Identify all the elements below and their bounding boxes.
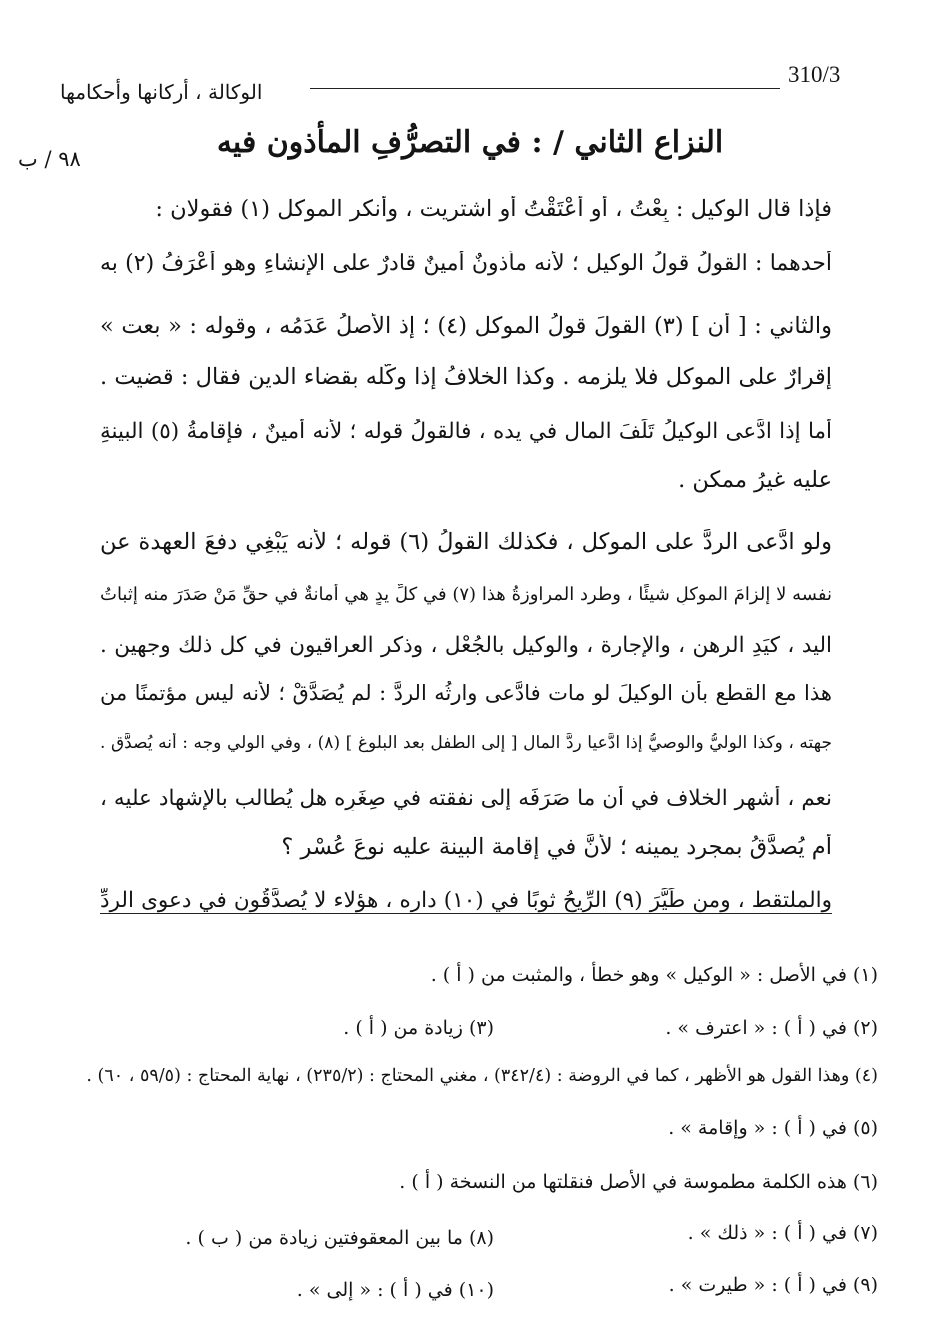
header-rule xyxy=(310,88,780,89)
body-line: فإذا قال الوكيل : بِعْتُ ، أو أعْتَقْتُ أو اشتريت ، وأنكر الموكل (١) فقولان : xyxy=(155,196,832,222)
footnote: (٢) في ( أ ) : « اعترف » . xyxy=(665,1017,878,1039)
running-header xyxy=(60,58,860,104)
body-line: إقرارٌ على الموكل فلا يلزمه . وكذا الخلافُ إذا وكَّله بقضاء الدين فقال : قضيت . xyxy=(100,364,832,390)
footnote: (١) في الأصل : « الوكيل » وهو خطأ ، والمثبت من ( أ ) . xyxy=(430,964,878,986)
footnote: (٦) هذه الكلمة مطموسة في الأصل فنقلتها من النسخة ( أ ) . xyxy=(399,1171,878,1193)
page-number: 310/3 xyxy=(788,62,841,87)
body-line: والملتقط ، ومن طَيَّرَ (٩) الرِّيحُ ثوبًا في (١٠) داره ، هؤلاء لا يُصدَّقُون في دعوى الردِّ xyxy=(100,888,832,913)
body-line: والثاني : [ أن ] (٣) القولَ قولُ الموكل (٤) ؛ إذ الأصلُ عَدَمُه ، وقوله : « بعت » xyxy=(100,313,832,339)
footnote: (٨) ما بين المعقوفتين زيادة من ( ب ) . xyxy=(185,1227,494,1249)
footnote: (٤) وهذا القول هو الأظهر ، كما في الروضة : (٣٤٢/٤) ، مغني المحتاج : (٢٣٥/٢) ، نهاية المحتاج : (٥٩/٥ ، ٦٠) . xyxy=(86,1066,878,1086)
book-title: الوكالة ، أركانها وأحكامها xyxy=(60,80,263,104)
manuscript-folio: ٩٨ / ب xyxy=(18,147,81,171)
body-line: أم يُصدَّقُ بمجرد يمينه ؛ لأنَّ في إقامة البينة عليه نوعَ عُسْرٍ ؟ xyxy=(281,834,832,860)
body-line: عليه غيرُ ممكن . xyxy=(678,467,832,493)
body-line: نفسه لا إلزامَ الموكلِ شيئًا ، وطرد المراوزةُ هذا (٧) في كلِّ يدٍ هي أمانةٌ في حقِّ مَنْ صَدَرَ منه إثباتُ xyxy=(100,584,832,605)
body-line: نعم ، أشهر الخلاف في أن ما صَرَفَه إلى نفقته في صِغَرِه هل يُطالب بالإشهاد عليه ، xyxy=(100,786,832,811)
body-line: أما إذا ادَّعى الوكيلُ تَلَفَ المال في يده ، فالقولُ قوله ؛ لأنه أمينٌ ، فإقامةُ (٥) البينةِ xyxy=(100,419,832,444)
body-line: ولو ادَّعى الردَّ على الموكل ، فكذلك القولُ (٦) قوله ؛ لأنه يَبْغِي دفعَ العهدة عن xyxy=(100,529,832,555)
footnote: (٥) في ( أ ) : « وإقامة » . xyxy=(668,1117,878,1139)
body-line: أحدهما : القولُ قولُ الوكيل ؛ لأنه مأذونٌ أمينٌ قادرٌ على الإنشاءِ وهو أعْرَفُ (٢) به xyxy=(100,251,832,276)
body-line: جهته ، وكذا الوليُّ والوصيُّ إذا ادَّعيا ردَّ المال [ إلى الطفل بعد البلوغ ] (٨) ، وفي الولي وجه : أنه يُصدَّق . xyxy=(100,733,832,753)
body-line: هذا مع القطع بأن الوكيلَ لو مات فادَّعى وارثُه الردَّ : لم يُصَدَّقْ ؛ لأنه ليس مؤتمنًا من xyxy=(100,681,832,705)
footnote: (٣) زيادة من ( أ ) . xyxy=(343,1017,494,1039)
footnote: (٧) في ( أ ) : « ذلك » . xyxy=(687,1222,878,1244)
footnote: (١٠) في ( أ ) : « إلى » . xyxy=(296,1279,494,1301)
chapter-title: النزاع الثاني / : في التصرُّفِ المأذون فيه xyxy=(216,125,724,160)
footnote: (٩) في ( أ ) : « طيرت » . xyxy=(668,1274,878,1296)
body-line: اليد ، كيَدِ الرهن ، والإجارة ، والوكيل بالجُعْل ، وذكر العراقيون في كل ذلك وجهين . xyxy=(100,633,832,658)
